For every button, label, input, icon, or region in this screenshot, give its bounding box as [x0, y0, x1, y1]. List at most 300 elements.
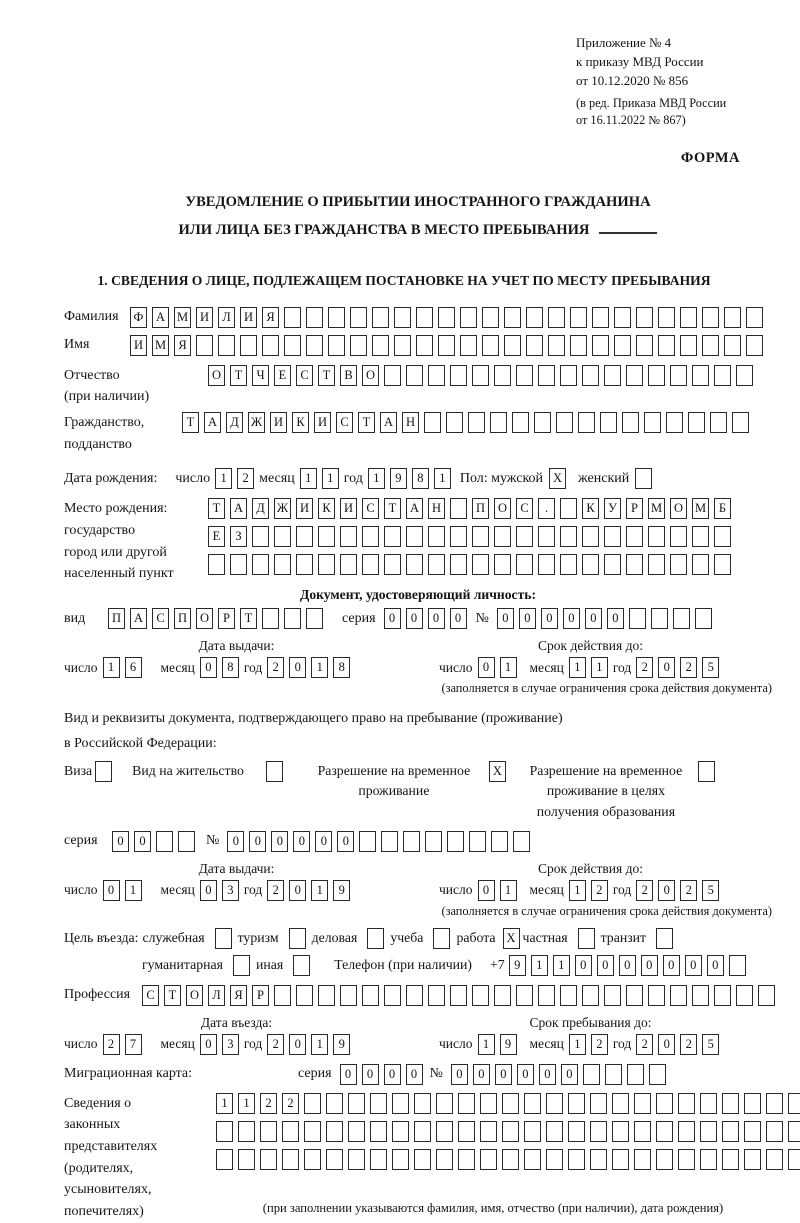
- char-cell[interactable]: [428, 526, 445, 547]
- char-cell[interactable]: [744, 1093, 761, 1114]
- char-cell[interactable]: [282, 1121, 299, 1142]
- char-cell[interactable]: [570, 335, 587, 356]
- char-cell[interactable]: 0: [337, 831, 354, 852]
- char-cell[interactable]: [252, 526, 269, 547]
- char-cell[interactable]: [450, 365, 467, 386]
- char-cell[interactable]: [629, 608, 646, 629]
- char-cell[interactable]: [416, 335, 433, 356]
- char-cell[interactable]: 2: [636, 657, 653, 678]
- char-cell[interactable]: [406, 365, 423, 386]
- char-cell[interactable]: [678, 1121, 695, 1142]
- char-cell[interactable]: [714, 985, 731, 1006]
- char-cell[interactable]: [626, 526, 643, 547]
- char-cell[interactable]: М: [152, 335, 169, 356]
- char-cell[interactable]: К: [318, 498, 335, 519]
- char-cell[interactable]: [626, 985, 643, 1006]
- char-cell[interactable]: [578, 412, 595, 433]
- char-cell[interactable]: 7: [125, 1034, 142, 1055]
- char-cell[interactable]: 0: [478, 880, 495, 901]
- purpose-business-checkbox[interactable]: [367, 928, 384, 949]
- char-cell[interactable]: [614, 307, 631, 328]
- char-cell[interactable]: О: [494, 498, 511, 519]
- char-cell[interactable]: 0: [134, 831, 151, 852]
- char-cell[interactable]: [714, 365, 731, 386]
- char-cell[interactable]: [636, 335, 653, 356]
- char-cell[interactable]: [403, 831, 420, 852]
- char-cell[interactable]: [648, 554, 665, 575]
- char-cell[interactable]: [359, 831, 376, 852]
- char-cell[interactable]: 1: [500, 657, 517, 678]
- char-cell[interactable]: 9: [333, 1034, 350, 1055]
- char-cell[interactable]: [502, 1149, 519, 1170]
- char-cell[interactable]: [612, 1093, 629, 1114]
- char-cell[interactable]: [238, 1149, 255, 1170]
- char-cell[interactable]: [370, 1121, 387, 1142]
- char-cell[interactable]: [604, 365, 621, 386]
- char-cell[interactable]: [482, 335, 499, 356]
- char-cell[interactable]: 0: [658, 1034, 675, 1055]
- char-cell[interactable]: [560, 985, 577, 1006]
- char-cell[interactable]: [428, 554, 445, 575]
- char-cell[interactable]: [450, 985, 467, 1006]
- char-cell[interactable]: Т: [182, 412, 199, 433]
- char-cell[interactable]: [746, 335, 763, 356]
- char-cell[interactable]: [648, 526, 665, 547]
- char-cell[interactable]: [326, 1149, 343, 1170]
- char-cell[interactable]: 0: [541, 608, 558, 629]
- char-cell[interactable]: [414, 1093, 431, 1114]
- char-cell[interactable]: [262, 335, 279, 356]
- char-cell[interactable]: 9: [500, 1034, 517, 1055]
- char-cell[interactable]: 0: [641, 955, 658, 976]
- char-cell[interactable]: П: [472, 498, 489, 519]
- char-cell[interactable]: [524, 1093, 541, 1114]
- char-cell[interactable]: 1: [300, 468, 317, 489]
- char-cell[interactable]: [582, 526, 599, 547]
- char-cell[interactable]: [218, 335, 235, 356]
- char-cell[interactable]: [622, 412, 639, 433]
- char-cell[interactable]: И: [240, 307, 257, 328]
- char-cell[interactable]: [534, 412, 551, 433]
- char-cell[interactable]: [362, 985, 379, 1006]
- char-cell[interactable]: [568, 1093, 585, 1114]
- char-cell[interactable]: [560, 526, 577, 547]
- char-cell[interactable]: [450, 498, 467, 519]
- char-cell[interactable]: Ж: [274, 498, 291, 519]
- char-cell[interactable]: [656, 1149, 673, 1170]
- char-cell[interactable]: О: [186, 985, 203, 1006]
- char-cell[interactable]: А: [230, 498, 247, 519]
- char-cell[interactable]: И: [296, 498, 313, 519]
- char-cell[interactable]: Ф: [130, 307, 147, 328]
- char-cell[interactable]: [626, 554, 643, 575]
- char-cell[interactable]: [526, 307, 543, 328]
- char-cell[interactable]: [568, 1121, 585, 1142]
- char-cell[interactable]: [262, 608, 279, 629]
- char-cell[interactable]: 0: [384, 1064, 401, 1085]
- char-cell[interactable]: [538, 365, 555, 386]
- char-cell[interactable]: [744, 1149, 761, 1170]
- sex-female-checkbox[interactable]: [635, 468, 652, 489]
- char-cell[interactable]: [392, 1121, 409, 1142]
- char-cell[interactable]: Т: [384, 498, 401, 519]
- char-cell[interactable]: 0: [519, 608, 536, 629]
- char-cell[interactable]: [678, 1093, 695, 1114]
- char-cell[interactable]: [392, 1149, 409, 1170]
- char-cell[interactable]: 1: [311, 880, 328, 901]
- purpose-work-checkbox[interactable]: X: [503, 928, 520, 949]
- char-cell[interactable]: [282, 1149, 299, 1170]
- char-cell[interactable]: К: [292, 412, 309, 433]
- char-cell[interactable]: 0: [707, 955, 724, 976]
- char-cell[interactable]: 1: [103, 657, 120, 678]
- char-cell[interactable]: [692, 526, 709, 547]
- char-cell[interactable]: С: [142, 985, 159, 1006]
- char-cell[interactable]: С: [362, 498, 379, 519]
- char-cell[interactable]: [350, 335, 367, 356]
- char-cell[interactable]: [490, 412, 507, 433]
- char-cell[interactable]: [634, 1121, 651, 1142]
- char-cell[interactable]: 0: [450, 608, 467, 629]
- char-cell[interactable]: С: [296, 365, 313, 386]
- char-cell[interactable]: [482, 307, 499, 328]
- char-cell[interactable]: 1: [434, 468, 451, 489]
- char-cell[interactable]: 2: [282, 1093, 299, 1114]
- char-cell[interactable]: [670, 365, 687, 386]
- char-cell[interactable]: [372, 335, 389, 356]
- char-cell[interactable]: [260, 1149, 277, 1170]
- char-cell[interactable]: Т: [318, 365, 335, 386]
- char-cell[interactable]: [340, 985, 357, 1006]
- purpose-tourism-checkbox[interactable]: [289, 928, 306, 949]
- char-cell[interactable]: [614, 335, 631, 356]
- visa-checkbox[interactable]: [95, 761, 112, 782]
- char-cell[interactable]: 2: [636, 880, 653, 901]
- char-cell[interactable]: 0: [315, 831, 332, 852]
- char-cell[interactable]: [472, 526, 489, 547]
- char-cell[interactable]: [700, 1121, 717, 1142]
- char-cell[interactable]: [326, 1093, 343, 1114]
- char-cell[interactable]: [592, 307, 609, 328]
- char-cell[interactable]: [348, 1121, 365, 1142]
- char-cell[interactable]: [370, 1149, 387, 1170]
- char-cell[interactable]: [216, 1149, 233, 1170]
- char-cell[interactable]: [406, 526, 423, 547]
- char-cell[interactable]: [348, 1093, 365, 1114]
- char-cell[interactable]: [556, 412, 573, 433]
- char-cell[interactable]: [670, 554, 687, 575]
- char-cell[interactable]: [670, 985, 687, 1006]
- char-cell[interactable]: [736, 985, 753, 1006]
- sex-male-checkbox[interactable]: X: [549, 468, 566, 489]
- char-cell[interactable]: [469, 831, 486, 852]
- char-cell[interactable]: [504, 335, 521, 356]
- char-cell[interactable]: [216, 1121, 233, 1142]
- char-cell[interactable]: [666, 412, 683, 433]
- purpose-humanitarian-checkbox[interactable]: [233, 955, 250, 976]
- char-cell[interactable]: А: [130, 608, 147, 629]
- char-cell[interactable]: 1: [500, 880, 517, 901]
- char-cell[interactable]: [424, 412, 441, 433]
- char-cell[interactable]: [590, 1121, 607, 1142]
- char-cell[interactable]: [502, 1121, 519, 1142]
- char-cell[interactable]: [604, 985, 621, 1006]
- char-cell[interactable]: [538, 554, 555, 575]
- char-cell[interactable]: [274, 985, 291, 1006]
- char-cell[interactable]: [260, 1121, 277, 1142]
- char-cell[interactable]: 0: [539, 1064, 556, 1085]
- char-cell[interactable]: [766, 1121, 783, 1142]
- char-cell[interactable]: [560, 498, 577, 519]
- char-cell[interactable]: [604, 526, 621, 547]
- char-cell[interactable]: [348, 1149, 365, 1170]
- char-cell[interactable]: [656, 1121, 673, 1142]
- char-cell[interactable]: [590, 1093, 607, 1114]
- char-cell[interactable]: 2: [680, 657, 697, 678]
- char-cell[interactable]: [692, 985, 709, 1006]
- char-cell[interactable]: 2: [103, 1034, 120, 1055]
- char-cell[interactable]: [612, 1149, 629, 1170]
- char-cell[interactable]: 2: [591, 1034, 608, 1055]
- char-cell[interactable]: [568, 1149, 585, 1170]
- char-cell[interactable]: [428, 985, 445, 1006]
- char-cell[interactable]: 1: [591, 657, 608, 678]
- char-cell[interactable]: [156, 831, 173, 852]
- char-cell[interactable]: [384, 365, 401, 386]
- char-cell[interactable]: 0: [289, 1034, 306, 1055]
- char-cell[interactable]: 9: [509, 955, 526, 976]
- char-cell[interactable]: [592, 335, 609, 356]
- char-cell[interactable]: Р: [626, 498, 643, 519]
- char-cell[interactable]: [406, 554, 423, 575]
- char-cell[interactable]: Ч: [252, 365, 269, 386]
- char-cell[interactable]: [724, 335, 741, 356]
- char-cell[interactable]: Р: [218, 608, 235, 629]
- temp-residence-checkbox[interactable]: X: [489, 761, 506, 782]
- char-cell[interactable]: [240, 335, 257, 356]
- char-cell[interactable]: 9: [390, 468, 407, 489]
- char-cell[interactable]: [304, 1121, 321, 1142]
- char-cell[interactable]: И: [314, 412, 331, 433]
- char-cell[interactable]: 0: [575, 955, 592, 976]
- char-cell[interactable]: С: [336, 412, 353, 433]
- char-cell[interactable]: [788, 1149, 800, 1170]
- char-cell[interactable]: [526, 335, 543, 356]
- purpose-transit-checkbox[interactable]: [656, 928, 673, 949]
- char-cell[interactable]: [746, 307, 763, 328]
- char-cell[interactable]: [670, 526, 687, 547]
- char-cell[interactable]: [406, 985, 423, 1006]
- char-cell[interactable]: О: [196, 608, 213, 629]
- char-cell[interactable]: Т: [164, 985, 181, 1006]
- char-cell[interactable]: И: [196, 307, 213, 328]
- char-cell[interactable]: [648, 985, 665, 1006]
- char-cell[interactable]: [600, 412, 617, 433]
- char-cell[interactable]: [590, 1149, 607, 1170]
- char-cell[interactable]: [513, 831, 530, 852]
- char-cell[interactable]: И: [130, 335, 147, 356]
- char-cell[interactable]: Д: [226, 412, 243, 433]
- char-cell[interactable]: [416, 307, 433, 328]
- char-cell[interactable]: [296, 554, 313, 575]
- char-cell[interactable]: [296, 526, 313, 547]
- char-cell[interactable]: 5: [702, 657, 719, 678]
- char-cell[interactable]: 1: [531, 955, 548, 976]
- char-cell[interactable]: 1: [215, 468, 232, 489]
- char-cell[interactable]: [658, 307, 675, 328]
- char-cell[interactable]: .: [538, 498, 555, 519]
- char-cell[interactable]: 5: [702, 880, 719, 901]
- char-cell[interactable]: [766, 1093, 783, 1114]
- char-cell[interactable]: 0: [619, 955, 636, 976]
- char-cell[interactable]: 1: [322, 468, 339, 489]
- char-cell[interactable]: [729, 955, 746, 976]
- char-cell[interactable]: 0: [451, 1064, 468, 1085]
- char-cell[interactable]: [582, 985, 599, 1006]
- char-cell[interactable]: [524, 1149, 541, 1170]
- char-cell[interactable]: 2: [591, 880, 608, 901]
- char-cell[interactable]: [318, 985, 335, 1006]
- char-cell[interactable]: [284, 335, 301, 356]
- char-cell[interactable]: [524, 1121, 541, 1142]
- char-cell[interactable]: Т: [208, 498, 225, 519]
- char-cell[interactable]: [425, 831, 442, 852]
- char-cell[interactable]: 2: [636, 1034, 653, 1055]
- char-cell[interactable]: [208, 554, 225, 575]
- char-cell[interactable]: [494, 365, 511, 386]
- char-cell[interactable]: [328, 335, 345, 356]
- char-cell[interactable]: 9: [333, 880, 350, 901]
- char-cell[interactable]: [428, 365, 445, 386]
- char-cell[interactable]: Я: [262, 307, 279, 328]
- char-cell[interactable]: [372, 307, 389, 328]
- char-cell[interactable]: Б: [714, 498, 731, 519]
- char-cell[interactable]: У: [604, 498, 621, 519]
- char-cell[interactable]: [491, 831, 508, 852]
- char-cell[interactable]: 0: [663, 955, 680, 976]
- char-cell[interactable]: [695, 608, 712, 629]
- char-cell[interactable]: С: [516, 498, 533, 519]
- char-cell[interactable]: [502, 1093, 519, 1114]
- char-cell[interactable]: 0: [563, 608, 580, 629]
- char-cell[interactable]: 3: [222, 880, 239, 901]
- char-cell[interactable]: [446, 412, 463, 433]
- char-cell[interactable]: [318, 526, 335, 547]
- char-cell[interactable]: 0: [249, 831, 266, 852]
- char-cell[interactable]: 6: [125, 657, 142, 678]
- char-cell[interactable]: [732, 412, 749, 433]
- char-cell[interactable]: [468, 412, 485, 433]
- char-cell[interactable]: [362, 526, 379, 547]
- char-cell[interactable]: [651, 608, 668, 629]
- char-cell[interactable]: 1: [569, 1034, 586, 1055]
- char-cell[interactable]: Н: [428, 498, 445, 519]
- char-cell[interactable]: [788, 1121, 800, 1142]
- char-cell[interactable]: [458, 1149, 475, 1170]
- char-cell[interactable]: 0: [597, 955, 614, 976]
- char-cell[interactable]: [450, 554, 467, 575]
- char-cell[interactable]: 0: [561, 1064, 578, 1085]
- char-cell[interactable]: [238, 1121, 255, 1142]
- char-cell[interactable]: [472, 985, 489, 1006]
- char-cell[interactable]: [692, 365, 709, 386]
- char-cell[interactable]: 8: [333, 657, 350, 678]
- char-cell[interactable]: [504, 307, 521, 328]
- char-cell[interactable]: Л: [218, 307, 235, 328]
- char-cell[interactable]: [460, 307, 477, 328]
- char-cell[interactable]: [605, 1064, 622, 1085]
- purpose-other-checkbox[interactable]: [293, 955, 310, 976]
- char-cell[interactable]: 0: [685, 955, 702, 976]
- char-cell[interactable]: Я: [174, 335, 191, 356]
- char-cell[interactable]: [548, 335, 565, 356]
- char-cell[interactable]: [560, 554, 577, 575]
- char-cell[interactable]: К: [582, 498, 599, 519]
- char-cell[interactable]: [284, 307, 301, 328]
- char-cell[interactable]: [714, 526, 731, 547]
- char-cell[interactable]: 2: [260, 1093, 277, 1114]
- char-cell[interactable]: [634, 1093, 651, 1114]
- char-cell[interactable]: [604, 554, 621, 575]
- char-cell[interactable]: [546, 1093, 563, 1114]
- char-cell[interactable]: [318, 554, 335, 575]
- char-cell[interactable]: [546, 1149, 563, 1170]
- char-cell[interactable]: В: [340, 365, 357, 386]
- char-cell[interactable]: [304, 1149, 321, 1170]
- char-cell[interactable]: [688, 412, 705, 433]
- char-cell[interactable]: 2: [267, 1034, 284, 1055]
- char-cell[interactable]: 1: [125, 880, 142, 901]
- char-cell[interactable]: [538, 985, 555, 1006]
- char-cell[interactable]: [392, 1093, 409, 1114]
- char-cell[interactable]: [582, 554, 599, 575]
- char-cell[interactable]: [649, 1064, 666, 1085]
- char-cell[interactable]: 2: [267, 880, 284, 901]
- char-cell[interactable]: [722, 1093, 739, 1114]
- char-cell[interactable]: [516, 554, 533, 575]
- char-cell[interactable]: 0: [289, 657, 306, 678]
- char-cell[interactable]: 0: [340, 1064, 357, 1085]
- char-cell[interactable]: 1: [311, 657, 328, 678]
- char-cell[interactable]: [436, 1093, 453, 1114]
- char-cell[interactable]: [436, 1149, 453, 1170]
- char-cell[interactable]: [306, 335, 323, 356]
- purpose-private-checkbox[interactable]: [578, 928, 595, 949]
- char-cell[interactable]: 2: [267, 657, 284, 678]
- char-cell[interactable]: [546, 1121, 563, 1142]
- char-cell[interactable]: О: [670, 498, 687, 519]
- char-cell[interactable]: [436, 1121, 453, 1142]
- char-cell[interactable]: [636, 307, 653, 328]
- char-cell[interactable]: 2: [237, 468, 254, 489]
- char-cell[interactable]: [381, 831, 398, 852]
- char-cell[interactable]: [516, 526, 533, 547]
- char-cell[interactable]: 8: [222, 657, 239, 678]
- char-cell[interactable]: 5: [702, 1034, 719, 1055]
- char-cell[interactable]: А: [380, 412, 397, 433]
- char-cell[interactable]: 0: [497, 608, 514, 629]
- char-cell[interactable]: [634, 1149, 651, 1170]
- char-cell[interactable]: [196, 335, 213, 356]
- char-cell[interactable]: [460, 335, 477, 356]
- char-cell[interactable]: 0: [200, 1034, 217, 1055]
- char-cell[interactable]: 0: [658, 657, 675, 678]
- char-cell[interactable]: Т: [240, 608, 257, 629]
- char-cell[interactable]: Т: [358, 412, 375, 433]
- char-cell[interactable]: [702, 335, 719, 356]
- char-cell[interactable]: [494, 554, 511, 575]
- char-cell[interactable]: [230, 554, 247, 575]
